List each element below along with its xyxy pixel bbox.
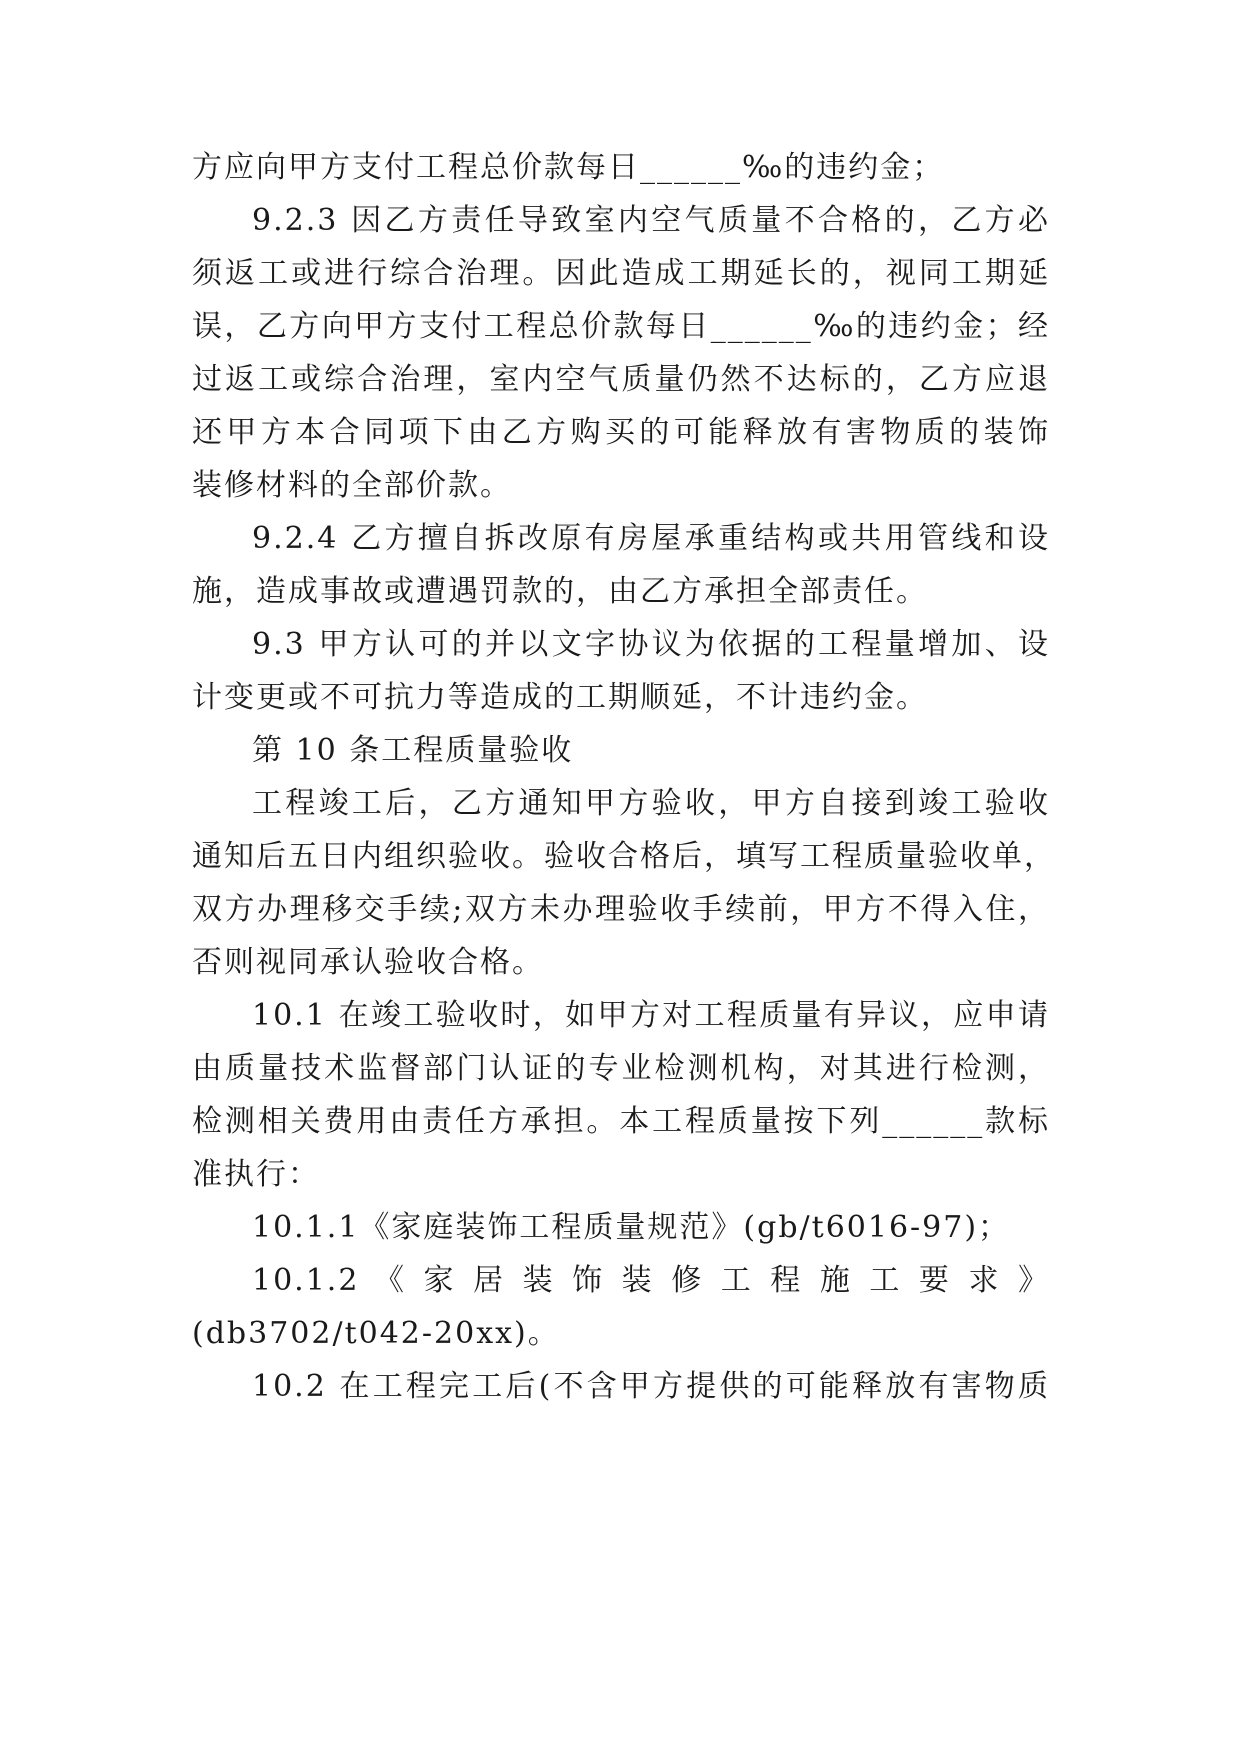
text-line-23: (db3702/t042-20xx)。 — [192, 1316, 560, 1351]
text-line-1: 方应向甲方支付工程总价款每日______‰的违约金； — [192, 150, 945, 185]
text-line-18: 由质量技术监督部门认证的专业检测机构，对其进行检测， — [192, 1051, 1050, 1086]
text-line-17: 10.1 在竣工验收时，如甲方对工程质量有异议，应申请 — [252, 998, 1050, 1033]
text-line-16: 否则视同承认验收合格。 — [192, 945, 544, 980]
text-line-2: 9.2.3 因乙方责任导致室内空气质量不合格的，乙方必 — [252, 203, 1050, 238]
text-line-9: 施，造成事故或遭遇罚款的，由乙方承担全部责任。 — [192, 574, 928, 609]
text-line-15: 双方办理移交手续;双方未办理验收手续前，甲方不得入住， — [192, 892, 1050, 927]
text-line-24: 10.2 在工程完工后(不含甲方提供的可能释放有害物质 — [252, 1369, 1050, 1404]
text-line-21: 10.1.1《家庭装饰工程质量规范》(gb/t6016-97)； — [252, 1210, 1011, 1245]
text-line-3: 须返工或进行综合治理。因此造成工期延长的，视同工期延 — [192, 256, 1050, 291]
text-line-11: 计变更或不可抗力等造成的工期顺延，不计违约金。 — [192, 680, 928, 715]
text-line-22: 10.1.2 《 家 居 装 饰 装 修 工 程 施 工 要 求 》 — [252, 1263, 1050, 1298]
text-line-5: 过返工或综合治理，室内空气质量仍然不达标的，乙方应退 — [192, 362, 1050, 397]
text-line-13: 工程竣工后，乙方通知甲方验收，甲方自接到竣工验收 — [252, 786, 1050, 821]
text-line-6: 还甲方本合同项下由乙方购买的可能释放有害物质的装饰 — [192, 415, 1050, 450]
text-line-7: 装修材料的全部价款。 — [192, 468, 512, 503]
text-line-19: 检测相关费用由责任方承担。本工程质量按下列______款标 — [192, 1104, 1050, 1139]
text-line-14: 通知后五日内组织验收。验收合格后，填写工程质量验收单， — [192, 839, 1056, 874]
text-line-8: 9.2.4 乙方擅自拆改原有房屋承重结构或共用管线和设 — [252, 521, 1050, 556]
text-line-4: 误，乙方向甲方支付工程总价款每日______‰的违约金；经 — [192, 309, 1050, 344]
text-line-20: 准执行： — [192, 1157, 320, 1192]
section-heading: 第 10 条工程质量验收 — [252, 733, 574, 768]
text-line-10: 9.3 甲方认可的并以文字协议为依据的工程量增加、设 — [252, 627, 1050, 662]
